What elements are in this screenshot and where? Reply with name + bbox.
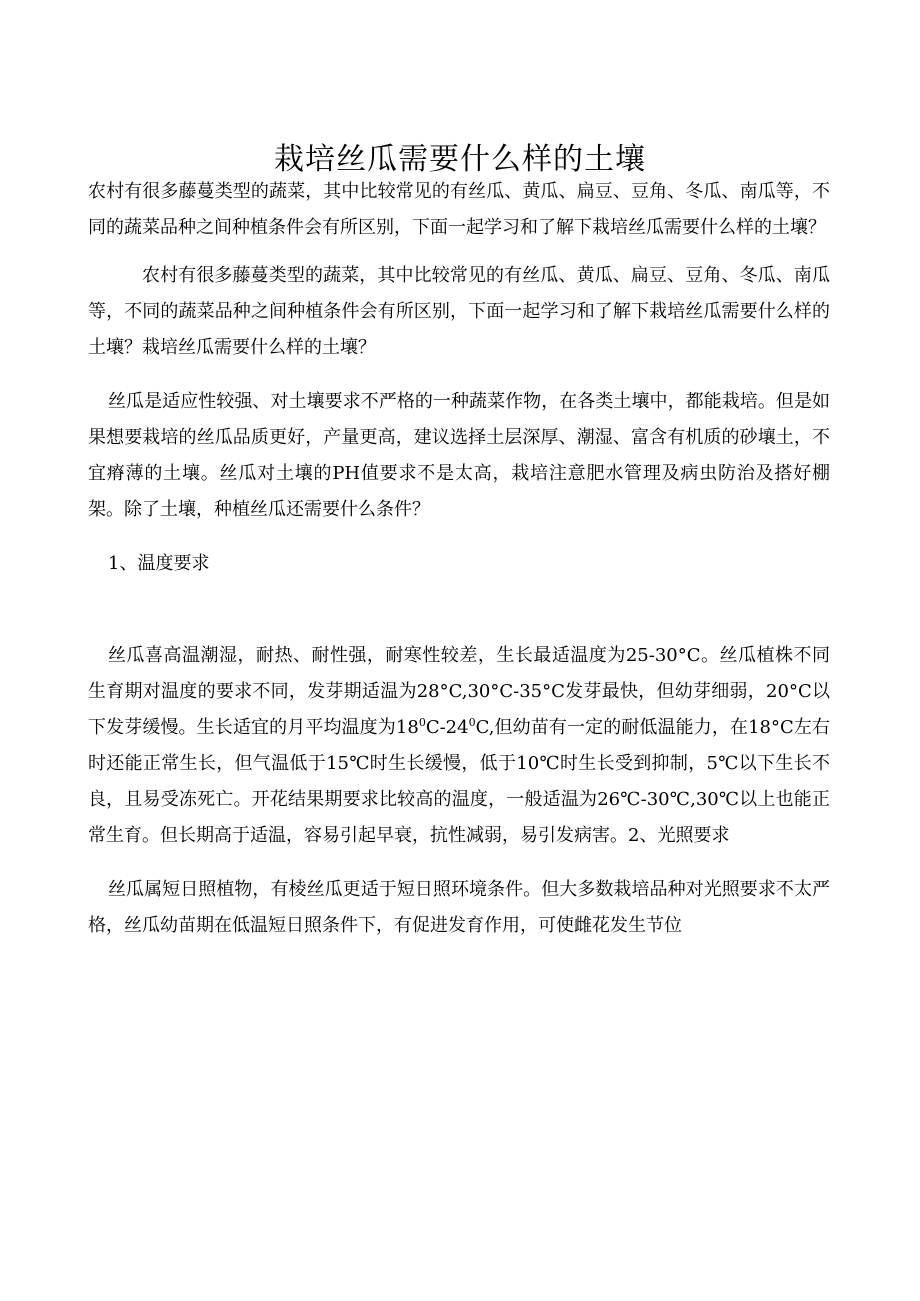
intro-repeat-paragraph: 农村有很多藤蔓类型的蔬菜，其中比较常见的有丝瓜、黄瓜、扁豆、豆角、冬瓜、南瓜等，不同的蔬菜品种之间种植条件会有所区别，下面一起学习和了解下栽培丝瓜需要什么样的土壤？栽培丝瓜需要什么样的土壤？ bbox=[88, 265, 830, 358]
document-body bbox=[88, 174, 830, 962]
light-paragraph: 丝瓜属短日照植物，有棱丝瓜更适于短日照环境条件。但大多数栽培品种对光照要求不太严格，丝瓜幼苗期在低温短日照条件下，有促进发育作用，可使雌花发生节位 bbox=[88, 879, 830, 936]
degree-superscript-2: 0 bbox=[468, 716, 476, 729]
temperature-text-part-3: C,但幼苗有一定的耐低温能力，在18°C左右时还能正常生长，但气温低于15℃时生长缓慢，低于10℃时生长受到抑制，5℃以下生长不良，且易受冻死亡。开花结果期要求比较高的温度，一般适温为26℃-30℃,30℃以上也能正常生育。但长期高于适温，容易引起早衰，抗性减弱，易引发病害。2、光照要求 bbox=[88, 717, 831, 846]
temperature-text-part-1: 丝瓜喜高温潮湿，耐热、耐性强，耐寒性较差，生长最适温度为25-30°C。丝瓜植株不同生育期对温度的要求不同，发芽期适温为28°C,30°C-35°C发芽最快，但幼芽细弱，20°C以下发芽缓慢。生长适宜的月平均温度为18 bbox=[88, 645, 830, 738]
temperature-text-part-2: C-24 bbox=[425, 717, 469, 738]
page-title: 栽培丝瓜需要什么样的土壤 bbox=[274, 142, 646, 178]
intro-paragraph: 农村有很多藤蔓类型的蔬菜，其中比较常见的有丝瓜、黄瓜、扁豆、豆角、冬瓜、南瓜等，不同的蔬菜品种之间种植条件会有所区别，下面一起学习和了解下栽培丝瓜需要什么样的土壤？ bbox=[88, 181, 830, 238]
section-heading-temperature: 1、温度要求 bbox=[108, 553, 210, 574]
soil-paragraph: 丝瓜是适应性较强、对土壤要求不严格的一种蔬菜作物，在各类土壤中，都能栽培。但是如果想要栽培的丝瓜品质更好，产量更高，建议选择土层深厚、潮湿、富含有机质的砂壤土，不宜瘠薄的土壤。丝瓜对土壤的PH值要求不是太高，栽培注意肥水管理及病虫防治及搭好棚架。除了土壤，种植丝瓜还需要什么条件？ bbox=[88, 391, 830, 520]
degree-superscript-1: 0 bbox=[418, 716, 426, 729]
temperature-paragraph bbox=[88, 638, 830, 854]
